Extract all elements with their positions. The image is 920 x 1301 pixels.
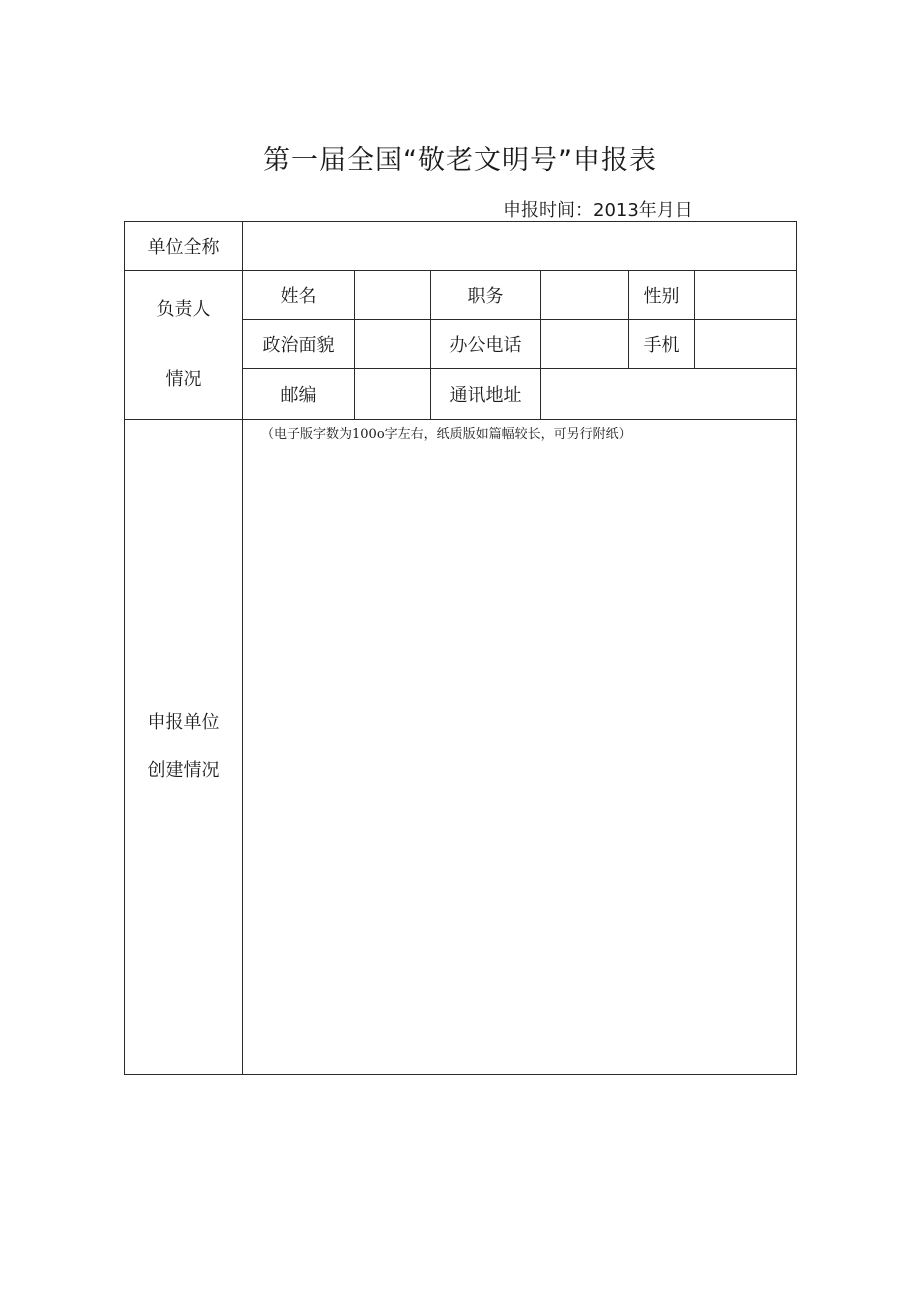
leader-info-label: 负责人 情况 — [125, 271, 243, 420]
creation-status-field[interactable] — [243, 420, 797, 1075]
office-phone-label: 办公电话 — [431, 320, 541, 369]
postcode-field[interactable] — [355, 369, 431, 420]
address-field[interactable] — [541, 369, 797, 420]
political-status-field[interactable] — [355, 320, 431, 369]
creation-note: （电子版字数为100o字左右，纸质版如篇幅较长，可另行附纸） — [261, 427, 632, 442]
position-field[interactable] — [541, 271, 629, 320]
name-field[interactable] — [355, 271, 431, 320]
postcode-label: 邮编 — [243, 369, 355, 420]
gender-field[interactable] — [695, 271, 797, 320]
name-label: 姓名 — [243, 271, 355, 320]
creation-status-label: 申报单位 创建情况 — [125, 420, 243, 1075]
unit-name-field[interactable] — [243, 222, 797, 271]
office-phone-field[interactable] — [541, 320, 629, 369]
address-label: 通讯地址 — [431, 369, 541, 420]
political-status-label: 政治面貌 — [243, 320, 355, 369]
mobile-field[interactable] — [695, 320, 797, 369]
mobile-label: 手机 — [629, 320, 695, 369]
form-title: 第一届全国“敬老文明号”申报表 — [263, 145, 657, 176]
gender-label: 性别 — [629, 271, 695, 320]
application-form-table — [124, 221, 797, 1075]
unit-name-label: 单位全称 — [125, 222, 243, 271]
position-label: 职务 — [431, 271, 541, 320]
application-date: 申报时间：2013年月日 — [503, 200, 693, 221]
